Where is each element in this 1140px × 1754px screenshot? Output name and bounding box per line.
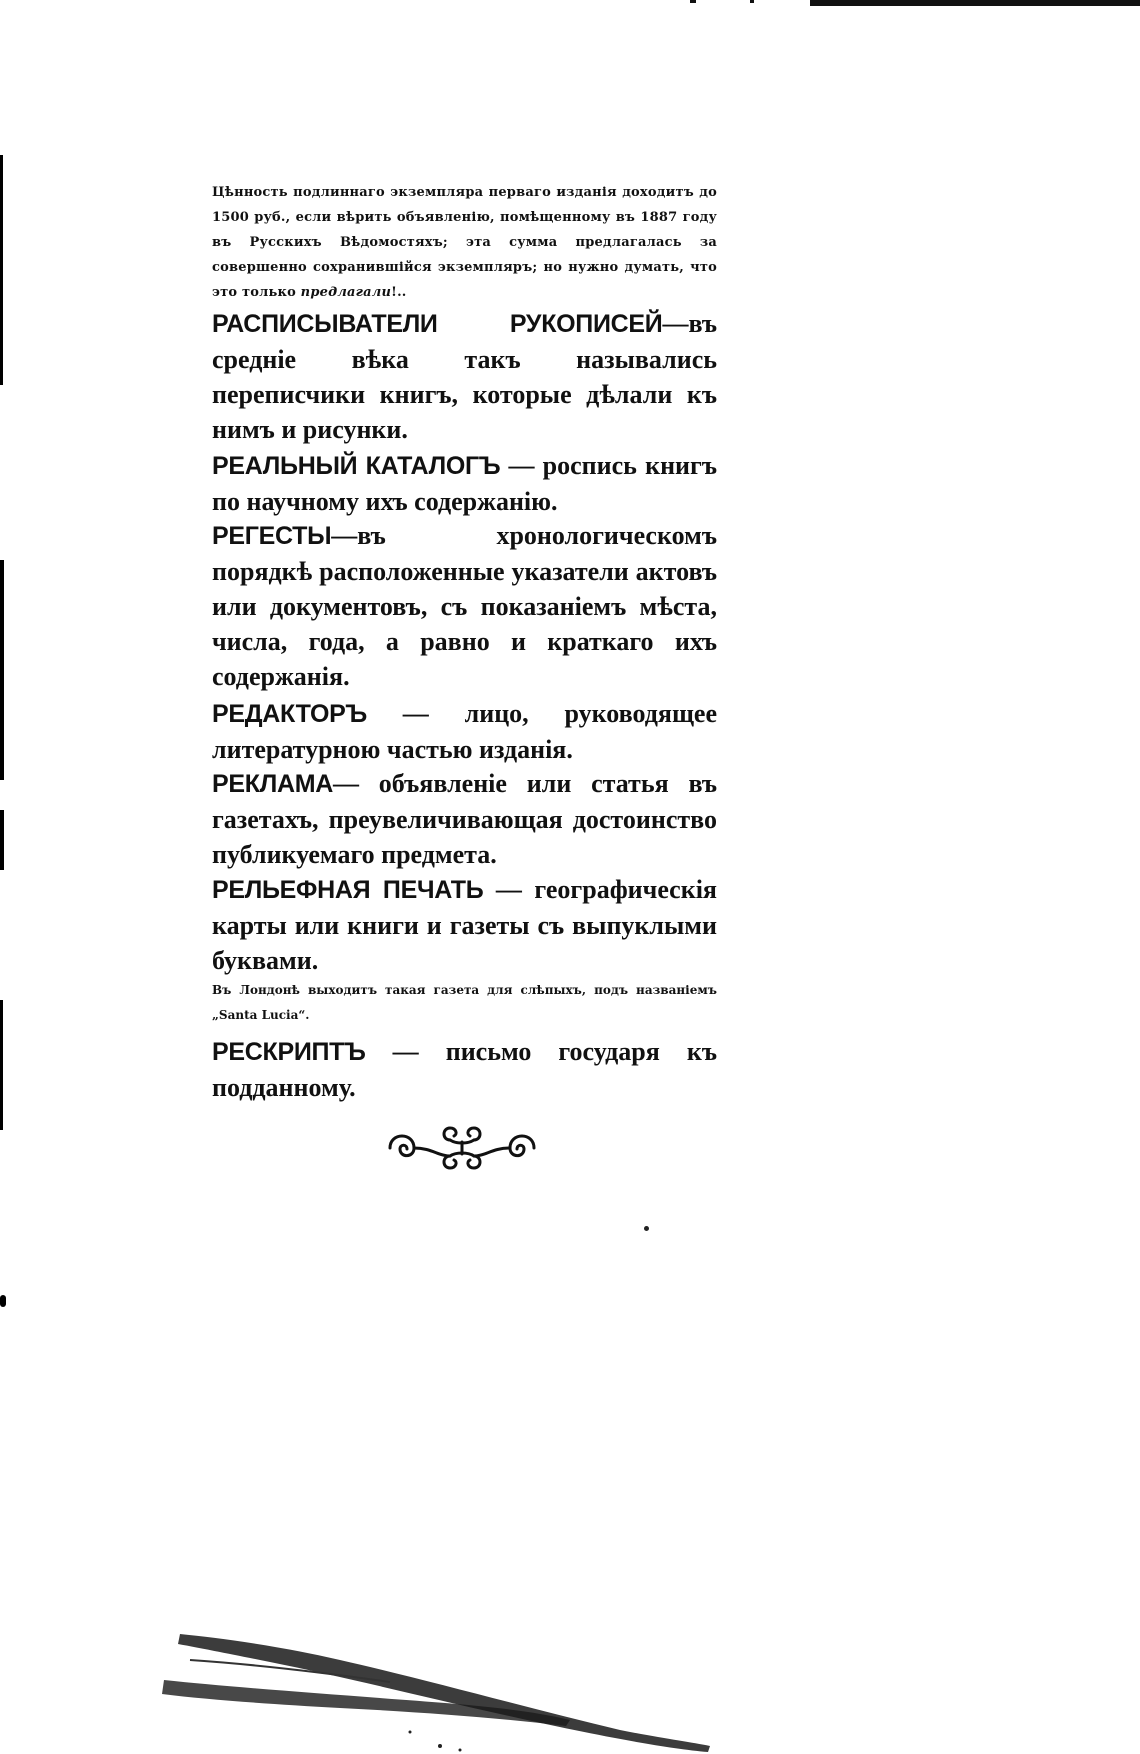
entry-term: РЕКЛАМА [212,770,333,798]
entry-reskript [212,1034,717,1105]
entry-dash: — [366,699,465,728]
entry-dash: — [331,521,358,550]
margin-line [0,810,4,870]
entry-definition: объявленіе или статья въ газетахъ, преувеличивающая достоинство публикуемаго предмета. [212,769,717,869]
scan-speck [644,1226,649,1231]
scan-smudge-artifact [160,1620,720,1754]
entry-dash: — [500,451,543,480]
scroll-ornament-icon [388,1118,536,1178]
entry-regesty [212,518,717,694]
footnote-santa-lucia: Въ Лондонѣ выходитъ такая газета для слѣпыхъ, подъ названіемъ „Santa Lucia“. [212,983,717,1022]
entry-term: РЕСКРИПТЪ [212,1038,366,1066]
entry-dash: — [662,309,689,338]
entry-term: РЕГЕСТЫ [212,522,332,550]
footnote-valuation [212,180,717,305]
entry-term: РЕДАКТОРЪ [212,700,367,728]
entry-definition: въ хронологическомъ порядкѣ расположенные указатели актовъ или документовъ, съ показаніемъ мѣста, числа, года, а равно и краткаго ихъ содержанія. [212,521,717,691]
margin-line [0,560,4,780]
entry-definition: лицо, руководящее литературною частью изданія. [212,699,717,764]
entry-redaktor [212,696,717,767]
entry-definition: письмо государя къ подданному. [212,1037,717,1102]
footnote-text: Цѣнность подлиннаго экземпляра перваго изданія доходитъ до 1500 руб., если вѣрить объявленію, помѣщенному въ 1887 году въ Русскихъ Вѣдомостяхъ; эта сумма предлагалась за совершенно сохранившійся экземпляръ; но нужно думать, что это только [212,185,717,300]
entry-dash: — [332,769,379,798]
entry-definition: роспись книгъ по научному ихъ содержанію. [212,451,717,516]
entry-reklama [212,766,717,872]
entry-term: РЕЛЬЕФНАЯ ПЕЧАТЬ [212,876,484,904]
entry-term: РЕАЛЬНЫЙ КАТАЛОГЪ [212,452,501,480]
footnote-emphasis: предлагали [300,285,392,300]
margin-line [0,1000,3,1130]
entry-dash: — [483,875,535,904]
footnote-ending: !.. [391,285,407,300]
entry-definition: въ средніе вѣка такъ назывались переписчики книгъ, которые дѣлали къ нимъ и рисунки. [212,309,717,444]
margin-line [0,155,3,385]
entry-realny-katalog [212,448,717,519]
margin-line [0,1295,6,1307]
entry-relefnaya-pechat [212,872,717,978]
entry-definition: географическія карты или книги и газеты съ выпуклыми буквами. [212,875,717,975]
entry-term: РАСПИСЫВАТЕЛИ РУКОПИСЕЙ [212,310,663,338]
entry-raspisyvateli [212,306,717,447]
scan-edge-artifact [690,0,1140,8]
entry-dash: — [365,1037,446,1066]
